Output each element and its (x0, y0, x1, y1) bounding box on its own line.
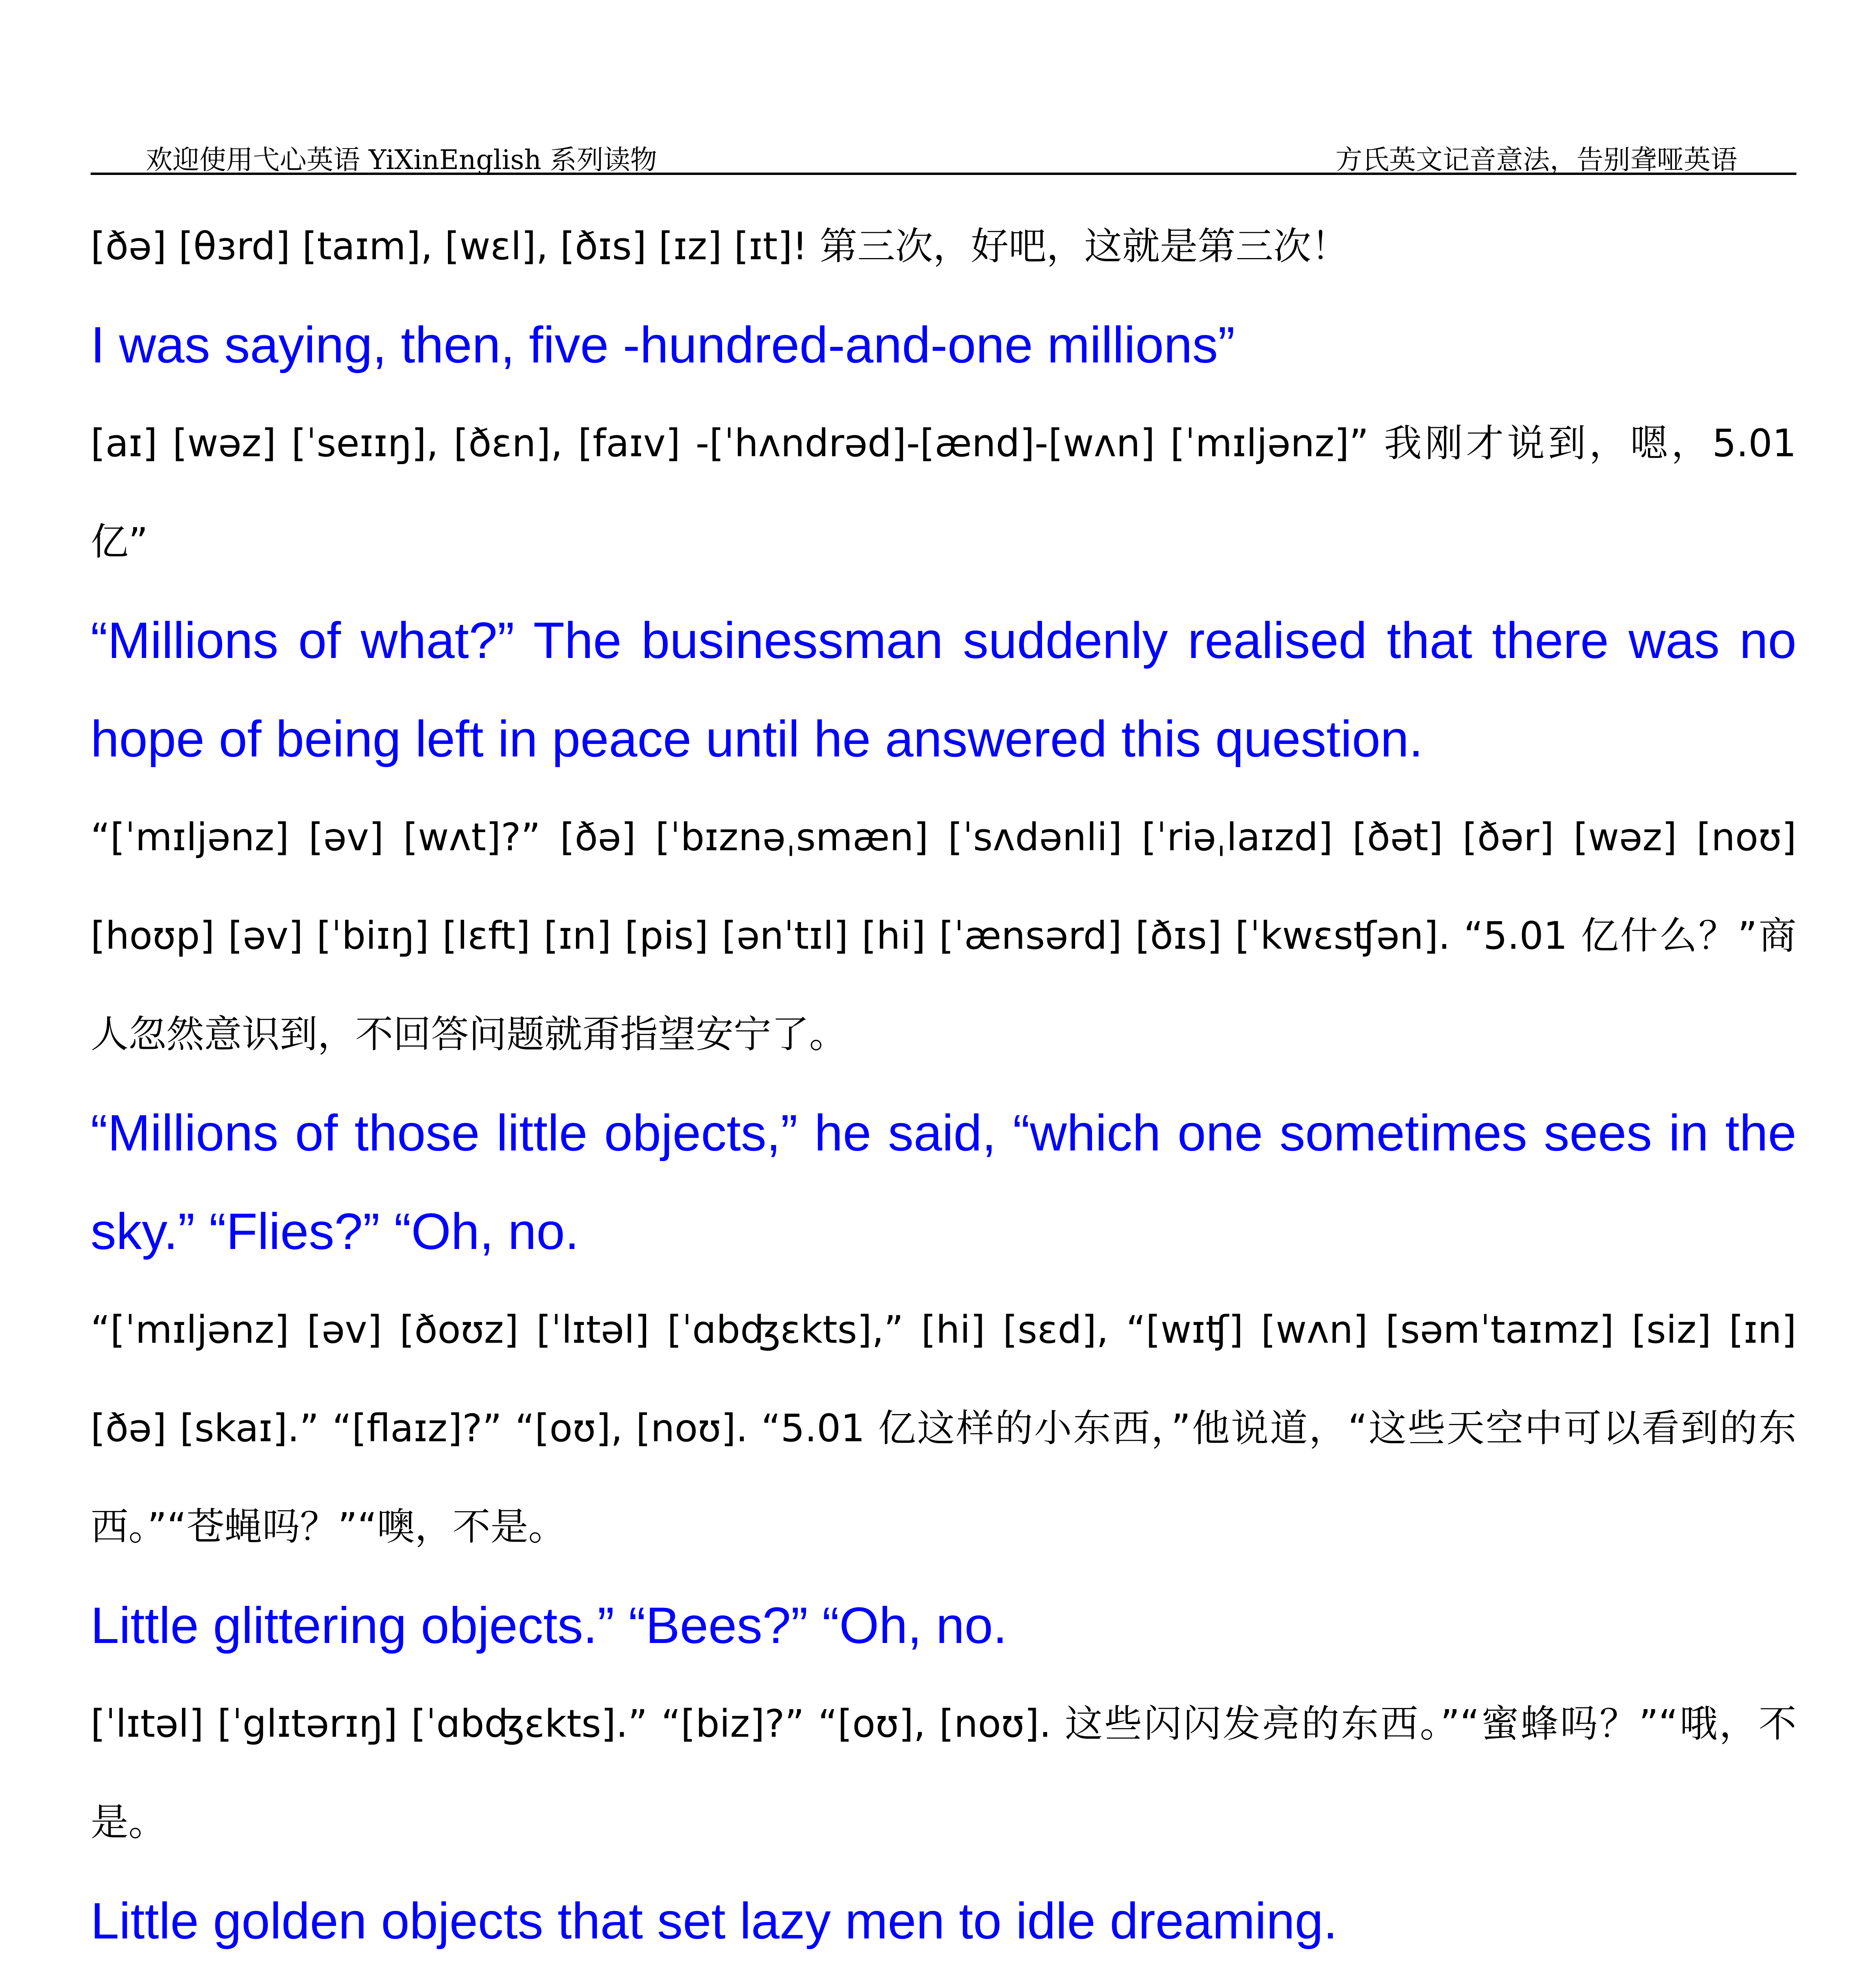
page-header (91, 134, 1796, 175)
english-sentence: Little golden objects that set lazy men to idle dreaming. (91, 1892, 1338, 1950)
phonetic-paragraph: “[ˈmɪljənz] [əv] [wʌt]?” [ðə] [ˈbɪznəˌsmæn] [ˈsʌdənli] [ˈriəˌlaɪzd] [ðət] [ðər] [wəz] [noʊ] [hoʊp] [əv] [ˈbiɪŋ] [lɛft] [ɪn] [pis] [ənˈtɪl] [hi] [ˈænsərd] [ðɪs] [ˈkwɛsʧən]. “5.01 亿什么？”商人忽然意识到，不回答问题就甭指望安宁了。 (91, 815, 1796, 1056)
english-sentence: “Millions of what?” The businessman suddenly realised that there was no hope of being left in peace until he answered this question. (91, 611, 1796, 768)
header-series-title: 欢迎使用弋心英语 YiXinEnglish 系列读物 (146, 145, 657, 176)
header-method-title: 方氏英文记音意法，告别聋哑英语 (1335, 145, 1737, 176)
phonetic-paragraph: [ðə] [θɜrd] [taɪm], [wɛl], [ðɪs] [ɪz] [ɪt]! 第三次，好吧，这就是第三次！ (91, 224, 1349, 268)
phonetic-paragraph: “[ˈmɪljənz] [əv] [ðoʊz] [ˈlɪtəl] [ˈɑbʤɛkts],” [hi] [sɛd], “[wɪʧ] [wʌn] [səmˈtaɪmz] [siz] [ɪn] [ðə] [skaɪ].” “[flaɪz]?” “[oʊ], [noʊ]. “5.01 亿这样的小东西，”他说道，“这些天空中可以看到的东西。”“苍蝇吗？”“噢，不是。 (91, 1308, 1796, 1549)
english-sentence: Little glittering objects.” “Bees?” “Oh, no. (91, 1596, 1007, 1654)
english-sentence: I was saying, then, five -hundred-and-one millions” (91, 316, 1235, 374)
page-content (91, 197, 1796, 1970)
english-sentence: “Millions of those little objects,” he said, “which one sometimes sees in the sky.” “Flies?” “Oh, no. (91, 1104, 1796, 1260)
phonetic-paragraph: [ˈlɪtəl] [ˈglɪtərɪŋ] [ˈɑbʤɛkts].” “[biz]?” “[oʊ], [noʊ]. 这些闪闪发亮的东西。”“蜜蜂吗？”“哦，不是。 (91, 1702, 1796, 1844)
phonetic-paragraph: [aɪ] [wəz] [ˈseɪɪŋ], [ðɛn], [faɪv] -[ˈhʌndrəd]-[ænd]-[wʌn] [ˈmɪljənz]” 我刚才说到，嗯，5.01 亿” (91, 421, 1796, 564)
